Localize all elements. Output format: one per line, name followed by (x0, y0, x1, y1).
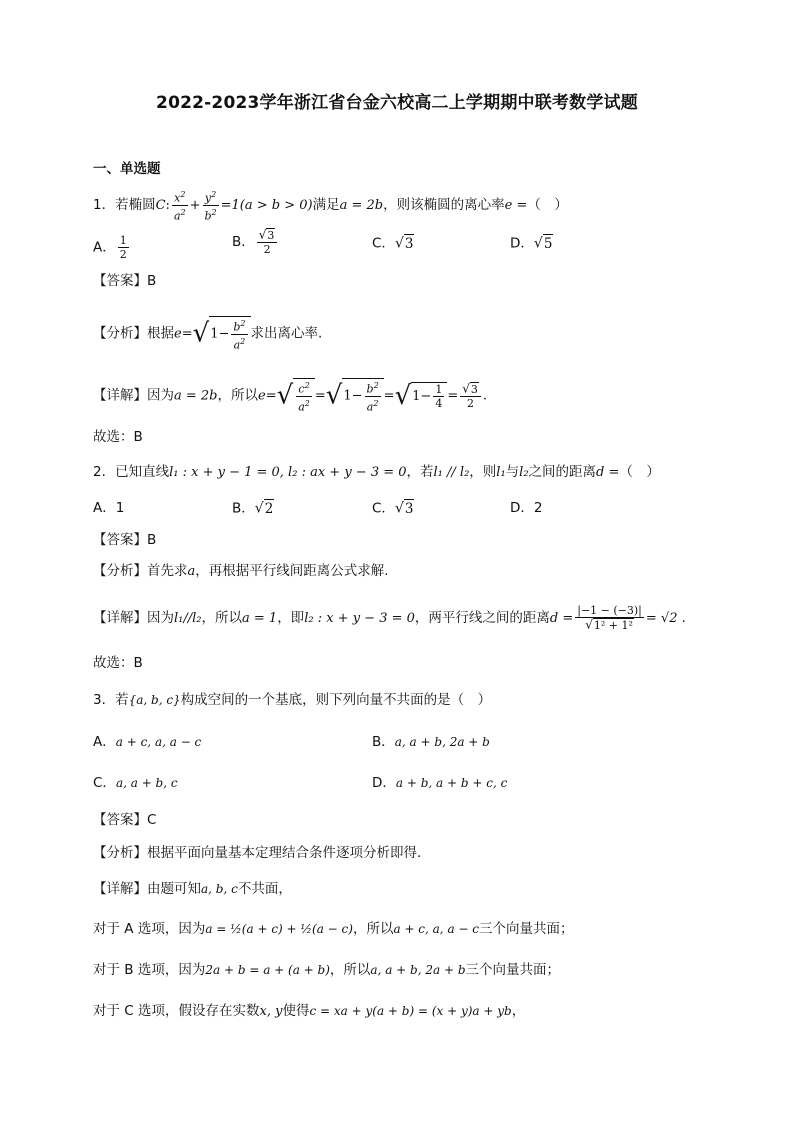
analysis-line: 【分析】根据平面向量基本定理结合条件逐项分析即得． (93, 845, 431, 861)
option-a: A．1 (93, 500, 125, 516)
detail-line: 【详解】因为a = 2b，所以e=√ $\frac{c^2}{a^2}$ =√1− $\frac{b^2}{a^2}$ =√1− $\frac{1}{4}$ = $\frac{√3}{2}$ . (93, 378, 487, 413)
analysis-line: 【分析】首先求a，再根据平行线间距离公式求解. (93, 563, 389, 579)
question-3: 3．若{a, b, c}构成空间的一个基底，则下列向量不共面的是（ ） (93, 692, 492, 708)
math: C (155, 198, 166, 214)
option-b: B． $\frac{√3}{2}$ (232, 228, 279, 256)
section-heading: 一、单选题 (93, 161, 161, 177)
detail-line-c: 对于 C 选项，假设存在实数x, y使得c = xa + y(a + b) = (x + y)a + yb， (93, 1003, 526, 1019)
question-text: ，则该椭圆的离心率 (383, 197, 505, 214)
page-title: 2022-2023学年浙江省台金六校高二上学期期中联考数学试题 (156, 93, 638, 113)
math: =1(a > b > 0) (220, 198, 313, 214)
detail-line: 【详解】由题可知a, b, c不共面， (93, 881, 292, 897)
option-a: A．a + c, a, a − c (93, 734, 202, 750)
question-number: 1． (93, 197, 116, 214)
option-c: C．√3 (372, 235, 414, 252)
math: e = (504, 198, 528, 214)
question-text: 满足 (312, 197, 340, 214)
question-2: 2．已知直线l₁ : x + y − 1 = 0, l₂ : ax + y − 3 = 0，若l₁ // l₂，则l₁与l₂之间的距离d =（ ） (93, 464, 660, 480)
question-text: （ ） (527, 197, 568, 214)
option-a: A． $\frac{1}{2}$ (93, 234, 127, 261)
conclusion-line: 故选：B (93, 429, 143, 445)
option-b: B．√2 (232, 500, 274, 517)
answer-line: 【答案】B (93, 273, 157, 289)
answer-line: 【答案】C (93, 812, 157, 828)
option-d: D．a + b, a + b + c, c (372, 775, 508, 791)
option-c: C．√3 (372, 500, 414, 517)
answer-line: 【答案】B (93, 532, 157, 548)
math: a = 2b (339, 198, 384, 214)
option-c: C．a, a + b, c (93, 775, 178, 791)
option-b: B．a, a + b, 2a + b (372, 734, 490, 750)
detail-line: 【详解】因为l₁//l₂，所以a = 1，即l₂ : x + y − 3 = 0，两平行线之间的距离d = $\frac{|-1 - (-3)|}{\text{√1² + 1²}}$ = √2 . (93, 604, 686, 632)
analysis-line: 【分析】根据e=√1− $\frac{b^2}{a^2}$ 求出离心率. (93, 316, 322, 351)
question-1: 1．若椭圆C: $\frac{x^2}{a^2}$ + $\frac{y^2}{b^2}$ =1(a > b > 0)满足a = 2b，则该椭圆的离心率e =（ ） (93, 190, 568, 223)
option-d: D．2 (510, 500, 543, 516)
conclusion-line: 故选：B (93, 655, 143, 671)
question-text: 若椭圆 (115, 197, 156, 214)
option-d: D．√5 (510, 235, 553, 252)
detail-line-a: 对于 A 选项，因为a = ½(a + c) + ½(a − c)，所以a + c, a, a − c三个向量共面； (93, 921, 574, 937)
detail-line-b: 对于 B 选项，因为2a + b = a + (a + b)，所以a, a + b, 2a + b三个向量共面； (93, 962, 561, 978)
